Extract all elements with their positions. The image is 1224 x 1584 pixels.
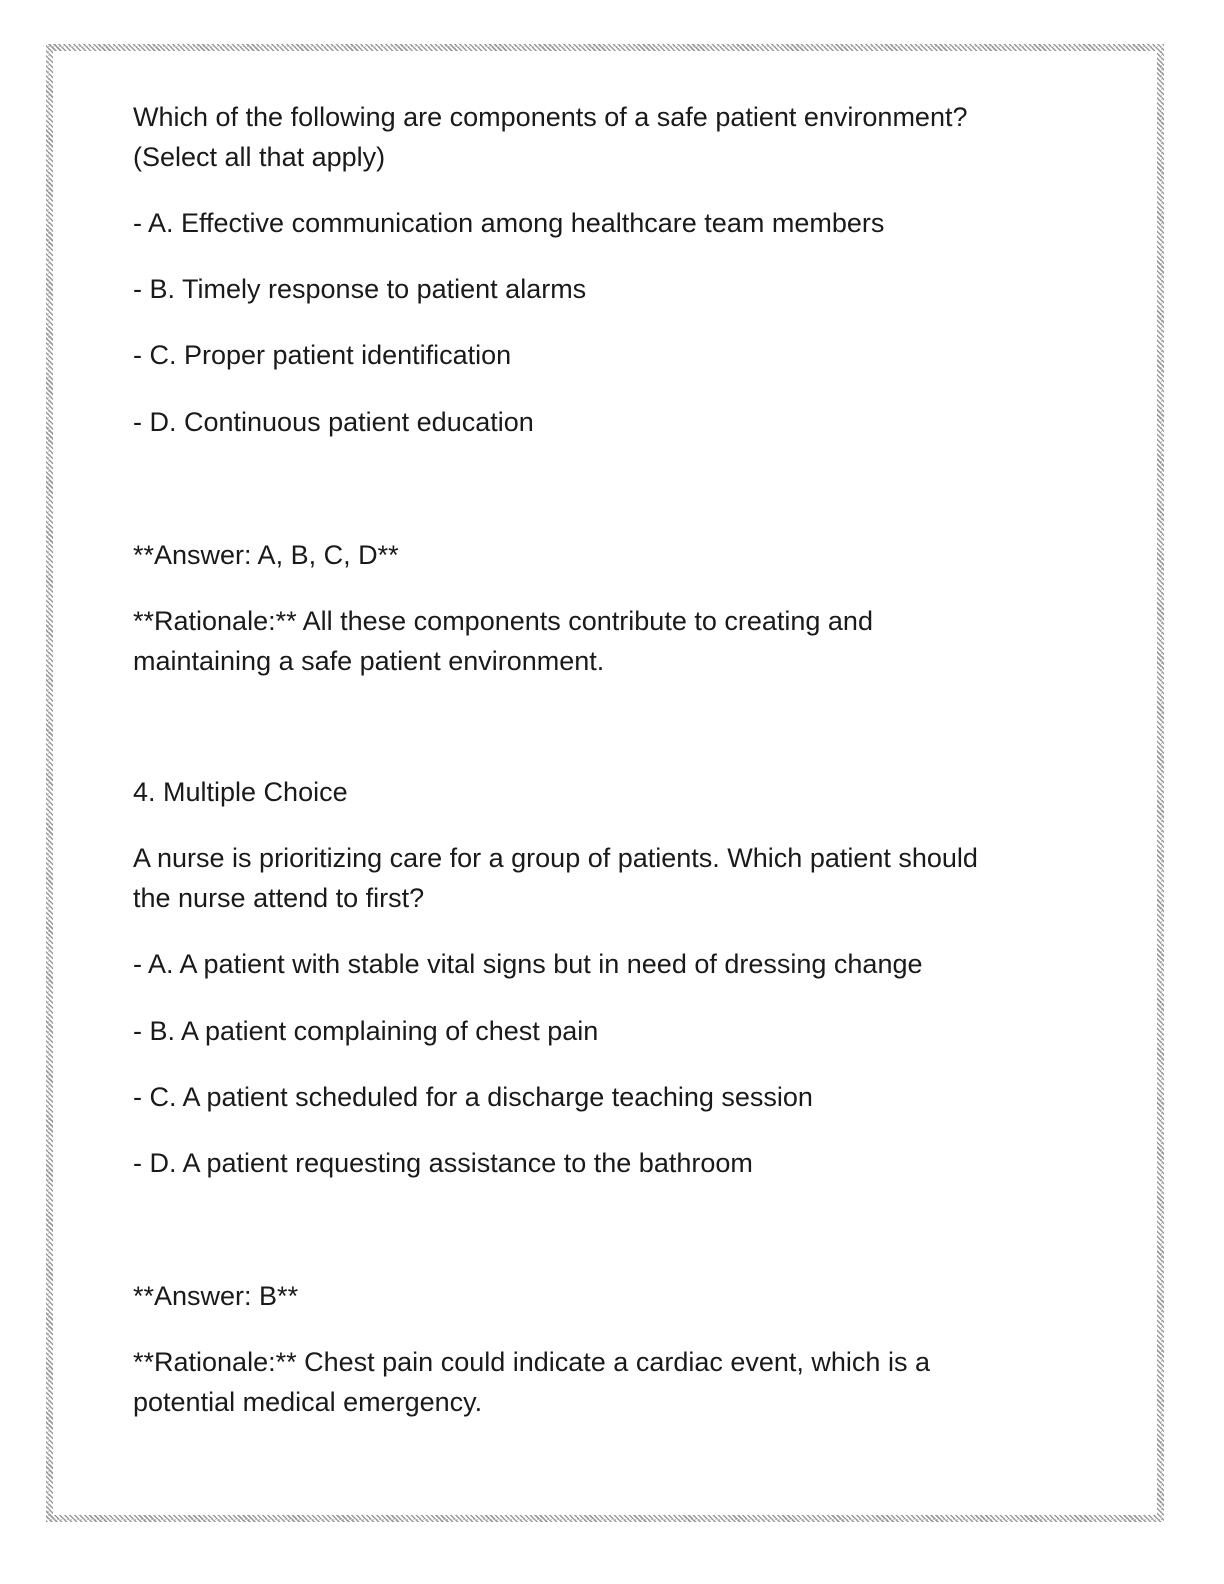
question-4-option-d: - D. A patient requesting assistance to the bathroom [133, 1148, 753, 1178]
question-4-prompt-line-1: A nurse is prioritizing care for a group of patients. Which patient should [133, 843, 978, 873]
question-3-rationale-line-2: maintaining a safe patient environment. [133, 646, 605, 676]
question-4-prompt-line-2: the nurse attend to first? [133, 883, 425, 913]
question-4-option-b: - B. A patient complaining of chest pain [133, 1016, 599, 1046]
question-4-rationale-line-2: potential medical emergency. [133, 1387, 483, 1417]
question-3-option-c: - C. Proper patient identification [133, 340, 512, 370]
question-4-heading: 4. Multiple Choice [133, 777, 348, 807]
question-3-answer: **Answer: A, B, C, D** [133, 540, 399, 570]
question-3-rationale-line-1: **Rationale:** All these components contribute to creating and [133, 606, 873, 636]
question-3-option-a: - A. Effective communication among healthcare team members [133, 208, 885, 238]
question-4-option-a: - A. A patient with stable vital signs but in need of dressing change [133, 949, 923, 979]
question-3-option-d: - D. Continuous patient education [133, 407, 534, 437]
question-3-option-b: - B. Timely response to patient alarms [133, 274, 587, 304]
question-4-rationale-line-1: **Rationale:** Chest pain could indicate a cardiac event, which is a [133, 1347, 930, 1377]
question-4-option-c: - C. A patient scheduled for a discharge teaching session [133, 1082, 813, 1112]
question-3-prompt-line-2: (Select all that apply) [133, 142, 386, 172]
question-4-answer: **Answer: B** [133, 1281, 299, 1311]
question-3-prompt-line-1: Which of the following are components of a safe patient environment? [133, 102, 968, 132]
